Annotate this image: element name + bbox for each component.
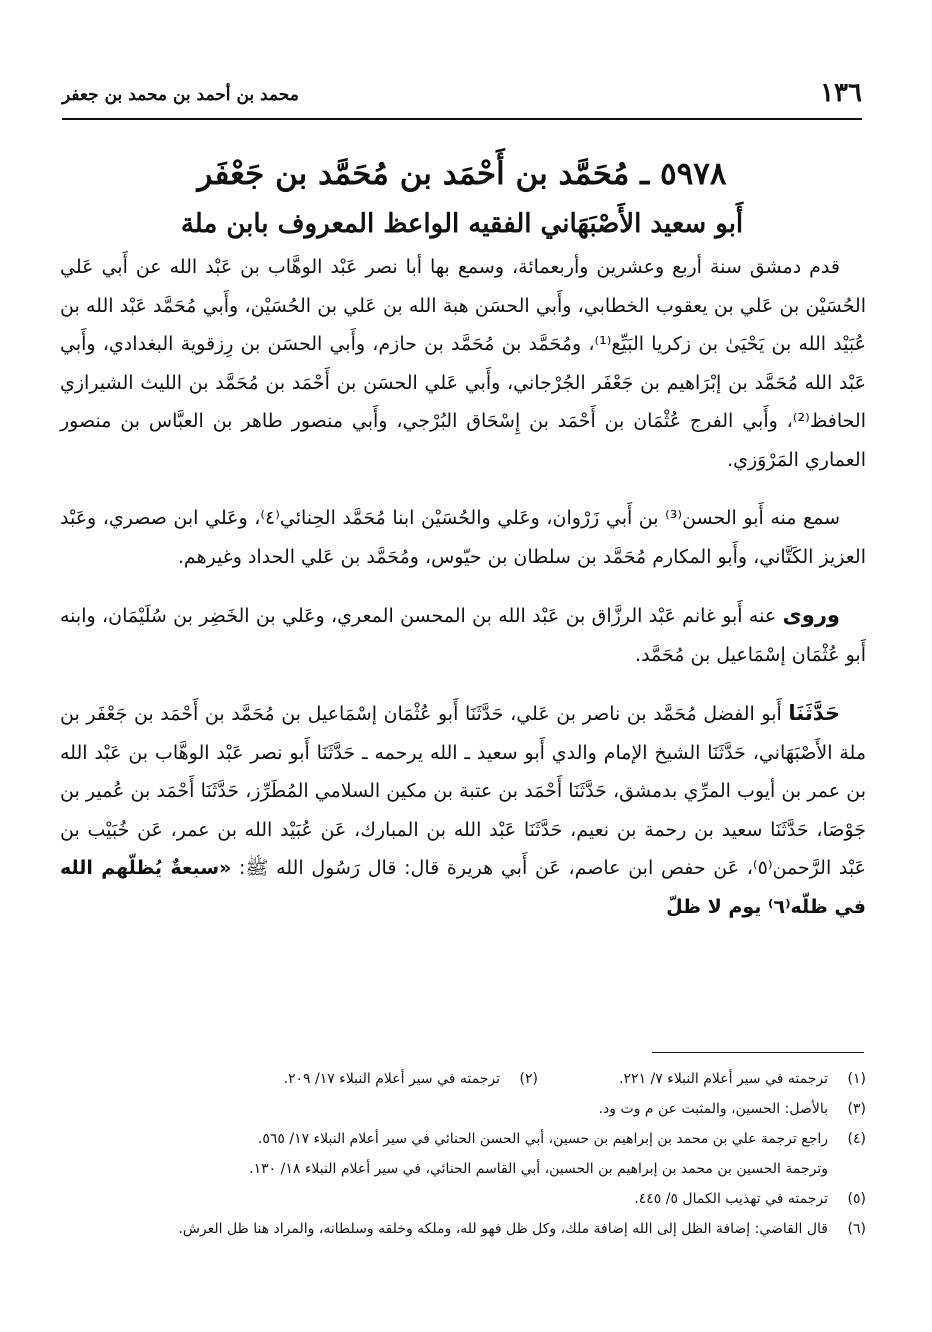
footnote-4-continued: [62, 1154, 866, 1184]
hadith-quote: «سبعةٌ يُظلّهم الله في ظلّه⁽٦⁾ يوم لا ظلّ: [60, 857, 866, 918]
footnote-text: ترجمته في سير أعلام النبلاء ١٧/ ٢٠٩.: [283, 1071, 500, 1087]
footnote-text: راجع ترجمة علي بن محمد بن إبراهيم بن حسين، أبي الحسن الحنائي في سير أعلام النبلاء ١٧/ ٥٦٥.: [257, 1131, 828, 1147]
entry-subtitle: أَبو سعيد الأَصْبَهَاني الفقيه الواعظ المعروف بابن ملة: [180, 209, 744, 239]
header-rule: [62, 118, 862, 120]
footnote-1-2: [62, 1064, 866, 1094]
footnote-text: بالأصل: الحسين، والمثبت عن م وت ود.: [598, 1101, 828, 1117]
paragraph-hadith: [60, 694, 866, 926]
footnote-text: وترجمة الحسين بن محمد بن إبراهيم بن الحسين، أبي القاسم الحنائي، في سير أعلام النبلاء ١٨/ ١٣٠.: [249, 1161, 828, 1177]
entry-heading: [60, 148, 864, 248]
entry-body: [60, 248, 866, 946]
footnotes: [62, 1064, 866, 1244]
footnote-4: [62, 1124, 866, 1154]
footnote-3: [62, 1094, 866, 1124]
paragraph-narrated: [60, 596, 866, 674]
paragraph-sources: [60, 248, 866, 479]
footnote-rule: [652, 1052, 864, 1053]
footnote-number: (٥): [847, 1191, 866, 1207]
footnote-number: (٢): [519, 1071, 538, 1087]
paragraph-sources-text: قدم دمشق سنة أربع وعشرين وأربعمائة، وسمع بها أبا نصر عَبْد الوهَّاب بن عَبْد الله عن أَبي عَلي الحُسَيْن بن عَلي بن يعقوب الخطابي، وأَبي الحسَن هبة الله بن عَلي بن الحُسَيْن، وأَبي مُحَمَّد عَبْد الله بن عُبَيْد الله بن يَحْيَىٰ بن زكريا البَيِّع⁽¹⁾، ومُحَمَّد بن مُحَمَّد بن حازم، وأَبي الحسَن بن رِزقوية البغدادي، وأَبي عَبْد الله مُحَمَّد بن إبْرَاهيم بن جَعْفَر الجُرْجاني، وأَبي عَلي الحسَن بن أَحْمَد بن مُحَمَّد بن الليث الشيرازي الحافظ⁽²⁾، وأَبي الفرج عُثْمَان بن أَحْمَد بن إِسْحَاق البُرْجي، وأَبي منصور طاهر بن العبَّاس بن منصور العماري المَرْوَزي.: [60, 256, 866, 471]
page-number: ١٣٦: [820, 78, 862, 108]
paragraph-heard-from: [60, 499, 866, 576]
footnote-number: (٣): [847, 1101, 866, 1117]
footnote-text: قال القاضي: إضافة الظل إلى الله إضافة ملك، وكل ظل فهو لله، وملكه وخلقه وسلطانه، والمراد هنا ظل العرش.: [178, 1221, 828, 1237]
paragraph-hadith-text: أَبو الفضل مُحَمَّد بن ناصر بن عَلي، حَدَّثَنَا أَبو عُثْمَان إسْمَاعيل بن مُحَمَّد بن أَحْمَد بن جَعْفَر بن ملة الأَصْبَهَاني، حَدَّثَنَا الشيخ الإمام والدي أَبو سعيد ـ الله يرحمه ـ حَدَّثَنَا أَبو نصر عَبْد الوهَّاب بن عَبْد الله بن عمر بن أيوب المرِّي بدمشق، حَدَّثَنَا أَحْمَد بن عتبة بن مكين السلامي المُطَرِّز، حَدَّثَنَا أَحْمَد بن عُمير بن جَوْصَا، حَدَّثَنَا سعيد بن رحمة بن نعيم، حَدَّثَنَا عَبْد الله بن المبارك، عَن عُبَيْد الله بن عمر، عَن خُبَيْب بن عَبْد الرَّحمن⁽٥⁾، عَن حفص ابن عاصم، عَن أَبي هريرة قال: قال رَسُول الله ﷺ:: [60, 703, 866, 879]
footnote-5: [62, 1184, 866, 1214]
footnote-text: ترجمته في تهذيب الكمال ٥/ ٤٤٥.: [634, 1191, 828, 1207]
footnote-text: ترجمته في سير أعلام النبلاء ٧/ ٢٢١.: [619, 1071, 828, 1087]
footnote-number: (٦): [847, 1221, 866, 1237]
running-head: محمد بن أحمد بن محمد بن جعفر: [62, 85, 299, 105]
entry-title: ٥٩٧٨ ـ مُحَمَّد بن أَحْمَد بن مُحَمَّد بن جَعْفَر: [197, 156, 727, 192]
narrated-lead-word: وروى: [782, 603, 840, 627]
footnote-6: [62, 1214, 866, 1244]
paragraph-heard-from-text: سمع منه أَبو الحسن⁽³⁾ بن أَبي زَرْوان، وعَلي والحُسَيْن ابنا مُحَمَّد الحِنائي⁽٤⁾، وعَلي ابن صصري، وعَبْد العزيز الكَتَّاني، وأَبو المكارم مُحَمَّد بن سلطان بن حيّوس، ومُحَمَّد بن عَلي الحداد وغيرهم.: [60, 507, 866, 568]
hadith-lead-word: حَدَّثَنَا: [788, 701, 840, 725]
footnote-number: (٤): [847, 1131, 866, 1147]
footnote-number: (١): [847, 1071, 866, 1087]
footnote-pair-text: [62, 1064, 828, 1094]
page-header: [62, 78, 862, 114]
paragraph-narrated-text: عنه أَبو غانم عَبْد الرزَّاق بن عَبْد الله بن المحسن المعري، وعَلي بن الخَضِر بن سُلَيْمَان، وابنه أَبو عُثْمَان إسْمَاعيل بن مُحَمَّد.: [60, 605, 866, 666]
